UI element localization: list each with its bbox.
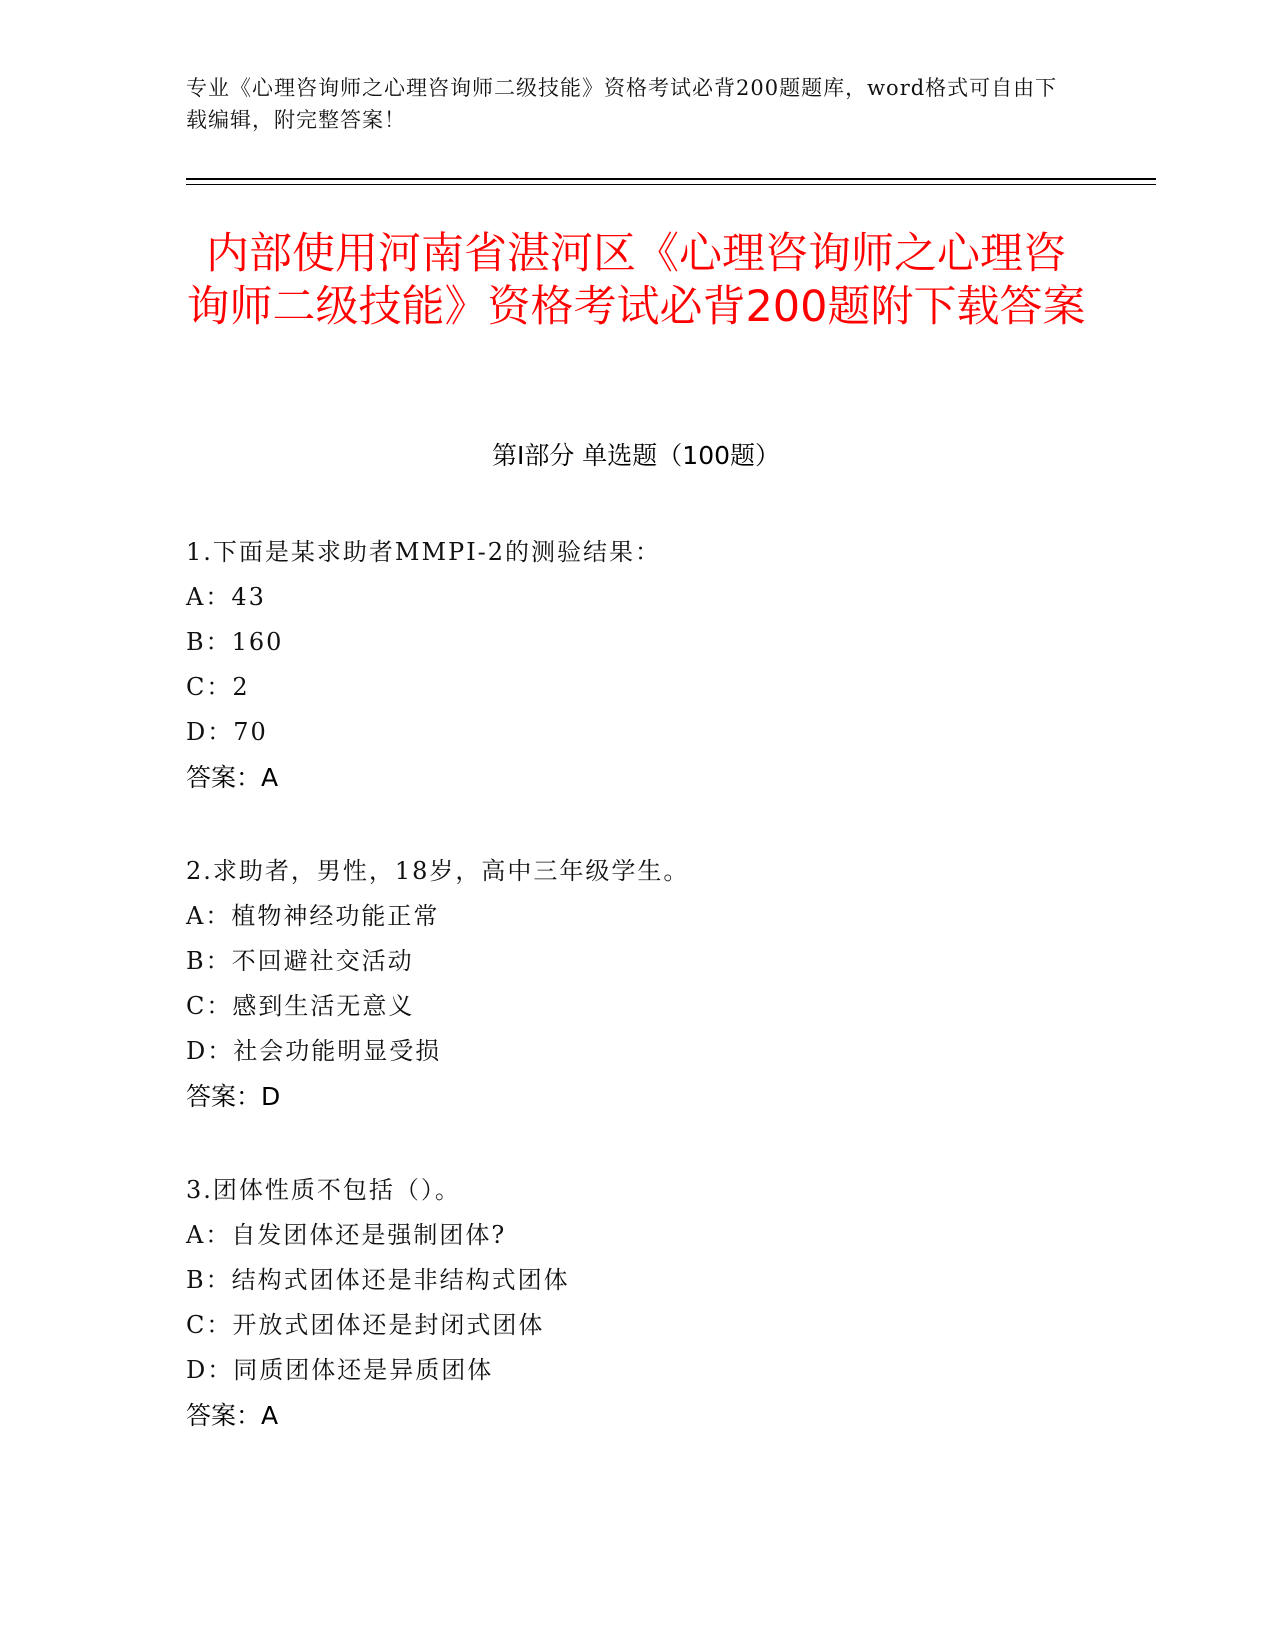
question-item: [186, 1168, 1086, 1438]
header-divider-thin: [186, 184, 1156, 185]
section-heading: 第Ⅰ部分 单选题（100题）: [491, 441, 781, 470]
question-stem: 1.下面是某求助者MMPI-2的测验结果：: [186, 538, 662, 566]
option-c: C：感到生活无意义: [186, 992, 415, 1020]
option-b: B：结构式团体还是非结构式团体: [186, 1266, 570, 1294]
question-stem: 3.团体性质不包括（）。: [186, 1176, 461, 1204]
option-c: C：2: [186, 673, 250, 701]
option-c: C：开放式团体还是封闭式团体: [186, 1311, 545, 1339]
option-d: D：同质团体还是异质团体: [186, 1356, 494, 1384]
option-d: D：社会功能明显受损: [186, 1037, 442, 1065]
option-a: A：植物神经功能正常: [186, 902, 440, 930]
answer-line: 答案：A: [186, 1401, 279, 1430]
option-b: B：不回避社交活动: [186, 947, 414, 975]
option-a: A：自发团体还是强制团体?: [186, 1221, 507, 1249]
header-note: 专业《心理咨询师之心理咨询师二级技能》资格考试必背200题题库，word格式可自由下载编辑，附完整答案！: [186, 76, 1058, 132]
option-a: A：43: [186, 583, 266, 611]
document-title: 内部使用河南省湛河区《心理咨询师之心理咨询师二级技能》资格考试必背200题附下载答案: [186, 229, 1086, 332]
question-item: [186, 530, 1086, 800]
question-item: [186, 849, 1086, 1119]
answer-line: 答案：D: [186, 1082, 281, 1111]
answer-line: 答案：A: [186, 763, 279, 792]
question-list: [186, 530, 1086, 1487]
header-divider-thick: [186, 178, 1156, 180]
option-b: B：160: [186, 628, 284, 656]
option-d: D：70: [186, 718, 268, 746]
question-stem: 2.求助者，男性，18岁，高中三年级学生。: [186, 857, 690, 885]
